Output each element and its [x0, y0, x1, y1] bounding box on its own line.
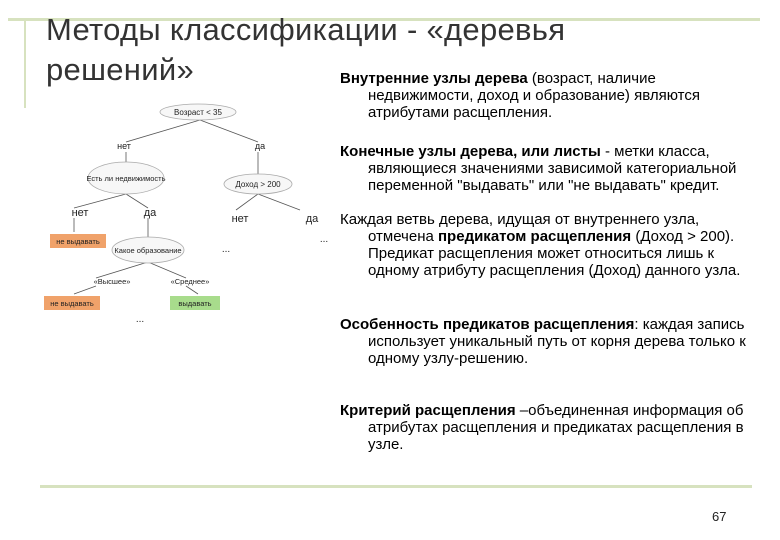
branch-no-label: нет	[117, 141, 131, 151]
decision-tree-diagram	[0, 92, 340, 332]
income-label: Доход > 200	[235, 180, 281, 189]
edu-right-label: «Среднее»	[170, 277, 210, 286]
leaf-deny-bottom-label: не выдавать	[50, 299, 94, 308]
ellipsis-mid: ...	[221, 244, 231, 255]
bottom-rule	[40, 485, 752, 488]
slide-title: Методы классификации - «деревья решений»	[46, 12, 566, 87]
income-yes-label: да	[305, 213, 319, 225]
page-number: 67	[712, 509, 727, 524]
bullet-split-predicate	[340, 211, 756, 279]
realty-yes-label: да	[143, 207, 157, 219]
income-no-label: нет	[231, 213, 249, 225]
education-label: Какое образование	[114, 246, 182, 255]
bullet-split-predicate-text: (Доход > 200). Предикат расщепления может относиться лишь к одному атрибуту расщепления (Доход) данного узла.	[368, 228, 741, 279]
realty-no-label: нет	[71, 207, 89, 219]
bullet-predicate-feature	[340, 316, 756, 367]
bullet-split-predicate-pre: Каждая ветвь дерева, идущая от внутреннего узла, отмечена	[340, 211, 700, 245]
bullet-predicate-feature-text: : каждая запись использует уникальный путь от корня дерева только к одному узлу-решению.	[368, 316, 746, 367]
bullet-leaf-nodes-text: - метки класса, являющиеся значениями зависимой категориальной переменной "выдавать" или "не выдавать" кредит.	[368, 143, 737, 194]
bullet-predicate-feature-bold: Особенность предикатов расщепления	[340, 316, 635, 333]
bullet-internal-nodes-bold: Внутренние узлы дерева	[340, 70, 528, 87]
bullet-leaf-nodes	[340, 143, 756, 194]
bullet-split-criterion-bold: Критерий расщепления	[340, 402, 516, 419]
bullet-internal-nodes	[340, 70, 756, 121]
leaf-grant-bottom-label: выдавать	[178, 299, 212, 308]
bullet-split-criterion-text: –объединенная информация об атрибутах расщепления и предикатах расщепления в узле.	[368, 402, 744, 453]
bullet-split-criterion	[340, 402, 756, 453]
bullet-internal-nodes-text: (возраст, наличие недвижимости, доход и образование) являются атрибутами расщепления.	[368, 70, 700, 121]
bullet-split-predicate-bold: предикатом расщепления	[438, 228, 632, 245]
leaf-deny-left-label: не выдавать	[56, 237, 100, 246]
branch-yes-label: да	[254, 141, 266, 151]
ellipsis-right: ...	[319, 234, 329, 245]
realty-label: Есть ли недвижимость	[86, 174, 166, 183]
bullet-leaf-nodes-bold: Конечные узлы дерева, или листы	[340, 143, 601, 160]
ellipsis-bottom: ...	[135, 314, 145, 325]
edu-left-label: «Высшее»	[93, 277, 131, 286]
root-label: Возраст < 35	[174, 108, 222, 117]
